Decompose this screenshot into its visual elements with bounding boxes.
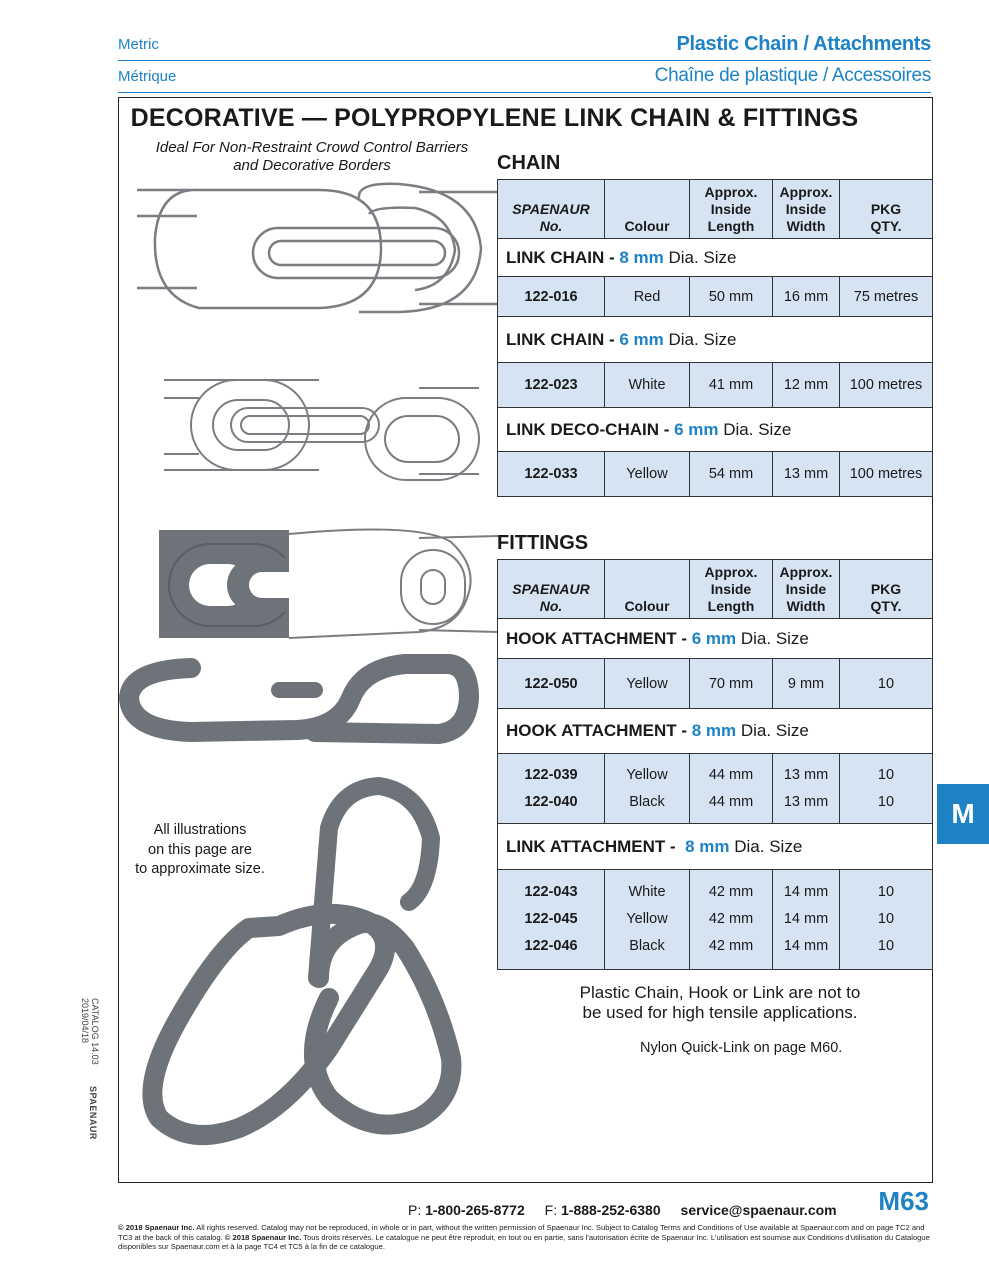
header-metric: Metric	[118, 36, 159, 53]
col-spaenaur-no: SPAENAUR No.	[498, 180, 605, 239]
header-divider-2	[118, 92, 931, 93]
group-band: LINK CHAIN - 8 mm Dia. Size	[498, 239, 933, 277]
cross-reference-note: Nylon Quick-Link on page M60.	[640, 1040, 843, 1056]
page-number: M63	[878, 1186, 929, 1216]
table-row: 122-043 122-045 122-046 White Yellow Black 42 mm 42 mm 42 mm 14 mm 14 mm 14 mm 10 10 10	[498, 870, 933, 970]
header-metrique: Métrique	[118, 68, 177, 85]
table-row: 122-033 Yellow 54 mm 13 mm 100 metres	[498, 452, 933, 497]
col-length: Approx. Inside Length	[690, 560, 773, 619]
header-section-title-fr: Chaîne de plastique / Accessoires	[654, 65, 931, 86]
group-band: HOOK ATTACHMENT - 8 mm Dia. Size	[498, 709, 933, 754]
chain-heading: CHAIN	[497, 152, 561, 174]
col-pkg-qty: PKG QTY.	[840, 560, 933, 619]
section-tab-m[interactable]: M	[937, 784, 989, 844]
email-link[interactable]: service@spaenaur.com	[680, 1202, 837, 1218]
link-chain-6mm-illustration	[164, 380, 479, 480]
table-header-row	[498, 180, 933, 239]
table-row: 122-039 122-040 Yellow Black 44 mm 44 mm 13 mm 13 mm 10 10	[498, 754, 933, 824]
group-band: LINK CHAIN - 6 mm Dia. Size	[498, 317, 933, 363]
table-row: 122-023 White 41 mm 12 mm 100 metres	[498, 363, 933, 408]
catalog-version: CATALOG 14.03	[90, 998, 100, 1065]
footer-contact: P: 1-800-265-8772 F: 1-888-252-6380 service@spaenaur.com	[408, 1202, 837, 1218]
table-row: 122-016 Red 50 mm 16 mm 75 metres	[498, 277, 933, 317]
chain-illustrations	[119, 98, 499, 1178]
link-deco-chain-illustration	[159, 530, 499, 639]
hook-attachment-6mm-illustration	[129, 664, 469, 734]
table-row: 122-050 Yellow 70 mm 9 mm 10	[498, 659, 933, 709]
header-section-title: Plastic Chain / Attachments	[676, 33, 931, 55]
brand-logo: SPAENAUR	[88, 1086, 98, 1140]
page-title: DECORATIVE — POLYPROPYLENE LINK CHAIN & FITTINGS	[130, 104, 859, 132]
group-band: LINK ATTACHMENT - 8 mm Dia. Size	[498, 824, 933, 870]
col-colour: Colour	[605, 560, 690, 619]
col-width: Approx. Inside Width	[773, 560, 840, 619]
col-width: Approx. Inside Width	[773, 180, 840, 239]
chain-table	[497, 179, 933, 497]
col-colour: Colour	[605, 180, 690, 239]
col-pkg-qty: PKG QTY.	[840, 180, 933, 239]
illustration-size-note: All illustrations on this page are to approximate size.	[135, 822, 265, 877]
page-subtitle: Ideal For Non-Restraint Crowd Control Barriers and Decorative Borders	[155, 139, 469, 174]
fittings-heading: FITTINGS	[497, 532, 589, 554]
table-header-row	[498, 560, 933, 619]
col-spaenaur-no: SPAENAUR No.	[498, 560, 605, 619]
col-length: Approx. Inside Length	[690, 180, 773, 239]
link-chain-8mm-illustration	[137, 184, 499, 312]
legal-notice: © 2018 Spaenaur Inc. All rights reserved. Catalog may not be reproduced, in whole or in part, without the written permission of Spaenaur Inc. Subject to Catalog Terms and Conditions of Use available at Spaenaur.com and on page TC2 and TC3 at the back of this catalog. © 2018 Spaenaur Inc. Tous droits réservés. Le catalogue ne peut être reproduit, en tout ou en partie, sans l'autorisation écrite de Spaenaur Inc. L'utilisation est soumise aux Conditions d'utilisation du Catalogue disponibles sur Spaenaur.com et à la page TC4 et TC5 à la fin de ce catalogue.	[118, 1223, 930, 1251]
catalog-date: 2019/04/18	[80, 998, 90, 1044]
fittings-table	[497, 559, 933, 970]
tensile-warning-note: Plastic Chain, Hook or Link are not to be used for high tensile applications.	[579, 983, 861, 1022]
group-band: LINK DECO-CHAIN - 6 mm Dia. Size	[498, 408, 933, 452]
group-band: HOOK ATTACHMENT - 6 mm Dia. Size	[498, 619, 933, 659]
header-divider	[118, 60, 931, 61]
